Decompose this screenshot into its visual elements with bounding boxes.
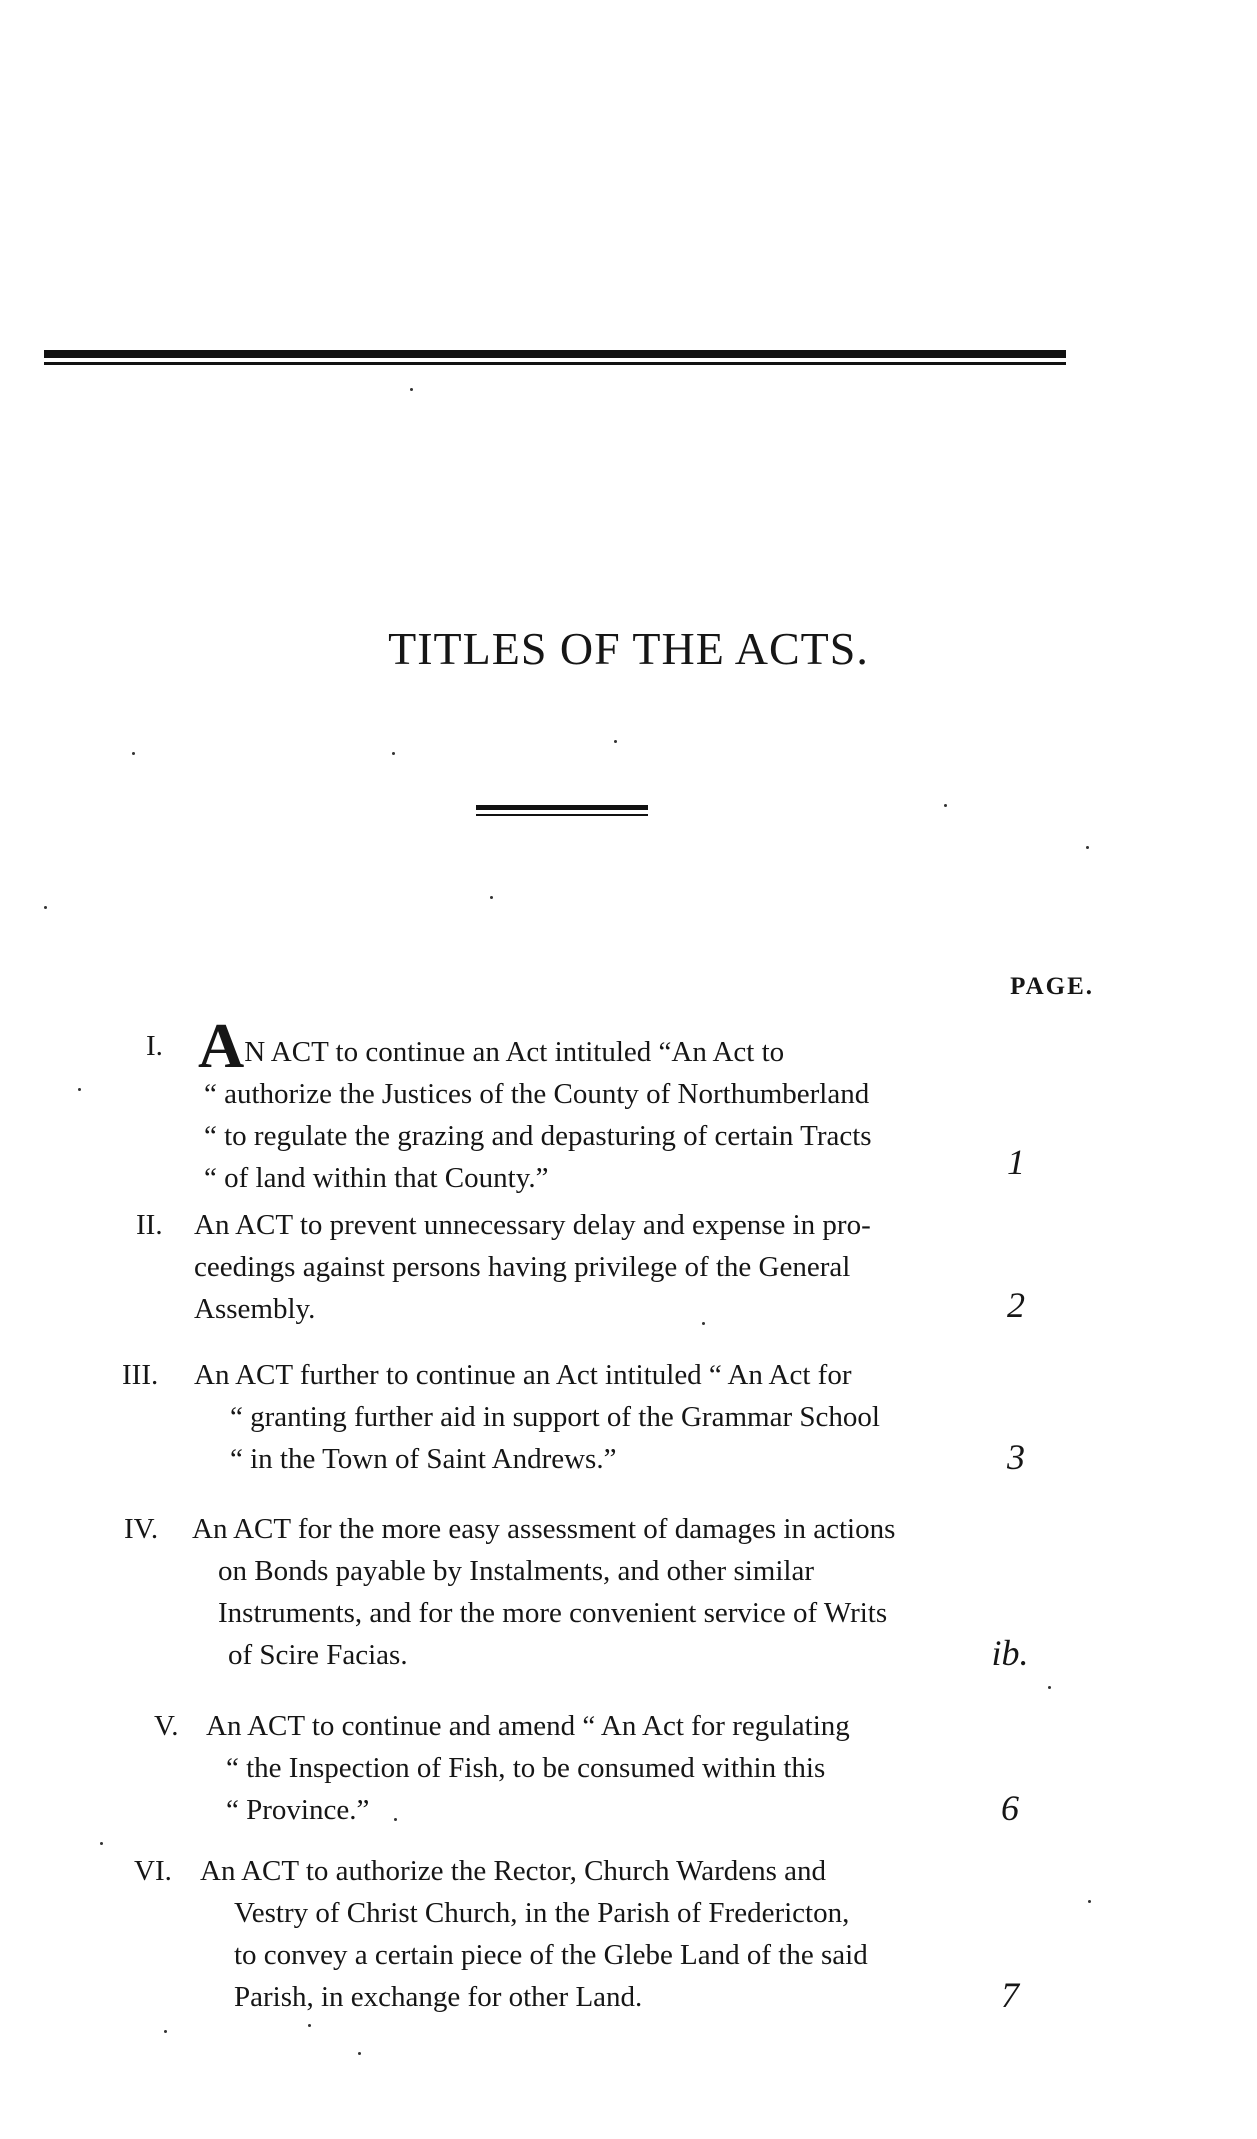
top-double-rule xyxy=(44,350,1066,365)
act-title-line: “ to regulate the grazing and depasturing of certain Tracts xyxy=(204,1120,872,1152)
act-title-line: to convey a certain piece of the Glebe Land of the said xyxy=(234,1939,868,1971)
act-title-line: An ACT for the more easy assessment of damages in actions xyxy=(192,1513,896,1545)
page-title: TITLES OF THE ACTS. xyxy=(388,623,869,674)
act-title-line: ceedings against persons having privilege of the General xyxy=(194,1251,851,1283)
page-column-header: PAGE. xyxy=(1010,973,1094,1000)
act-title xyxy=(194,1354,994,1480)
title-separator-rule xyxy=(476,805,648,816)
act-title xyxy=(198,1010,1038,1199)
act-title xyxy=(194,1204,994,1330)
act-title-line: An ACT to continue and amend “ An Act for regulating xyxy=(206,1710,850,1742)
act-title-line: An ACT further to continue an Act intituled “ An Act for xyxy=(194,1359,852,1391)
act-title-line: “ the Inspection of Fish, to be consumed within this xyxy=(226,1752,826,1784)
act-title-line: “ granting further aid in support of the Grammar School xyxy=(230,1401,880,1433)
act-title-line: Vestry of Christ Church, in the Parish of Fredericton, xyxy=(234,1897,850,1929)
act-numeral: I. xyxy=(146,1030,163,1062)
act-title-line: “ in the Town of Saint Andrews.” xyxy=(230,1443,617,1475)
act-page-number: 2 xyxy=(1007,1285,1025,1325)
act-numeral: III. xyxy=(122,1359,159,1391)
act-title-line: on Bonds payable by Instalments, and other similar xyxy=(218,1555,815,1587)
act-numeral: II. xyxy=(136,1209,163,1241)
act-page-number: 7 xyxy=(1001,1975,1019,2015)
act-page-number: 1 xyxy=(1007,1142,1025,1182)
drop-cap: A xyxy=(198,1010,245,1081)
act-title xyxy=(200,1850,1010,2018)
act-title xyxy=(192,1508,1002,1676)
act-title-line: “ authorize the Justices of the County of Northumberland xyxy=(204,1078,870,1110)
act-title-line: Parish, in exchange for other Land. xyxy=(234,1981,643,2013)
act-title-line: of Scire Facias. xyxy=(228,1639,408,1671)
act-title-line: Assembly. xyxy=(194,1293,316,1325)
act-page-number: 6 xyxy=(1001,1788,1019,1828)
act-numeral: VI. xyxy=(134,1855,172,1887)
act-page-number: ib. xyxy=(991,1633,1029,1673)
act-title-line: An ACT to authorize the Rector, Church Wardens and xyxy=(200,1855,827,1887)
act-title-line: “ Province.” xyxy=(226,1794,370,1826)
act-title xyxy=(206,1705,996,1831)
act-page-number: 3 xyxy=(1007,1437,1025,1477)
act-title-line: An ACT to prevent unnecessary delay and expense in pro- xyxy=(194,1209,871,1241)
act-title-line: Instruments, and for the more convenient service of Writs xyxy=(218,1597,888,1629)
act-numeral: V. xyxy=(154,1710,179,1742)
act-numeral: IV. xyxy=(124,1513,159,1545)
act-title-line: AN ACT to continue an Act intituled “An Act to xyxy=(198,1010,785,1081)
act-title-line: “ of land within that County.” xyxy=(204,1162,549,1194)
